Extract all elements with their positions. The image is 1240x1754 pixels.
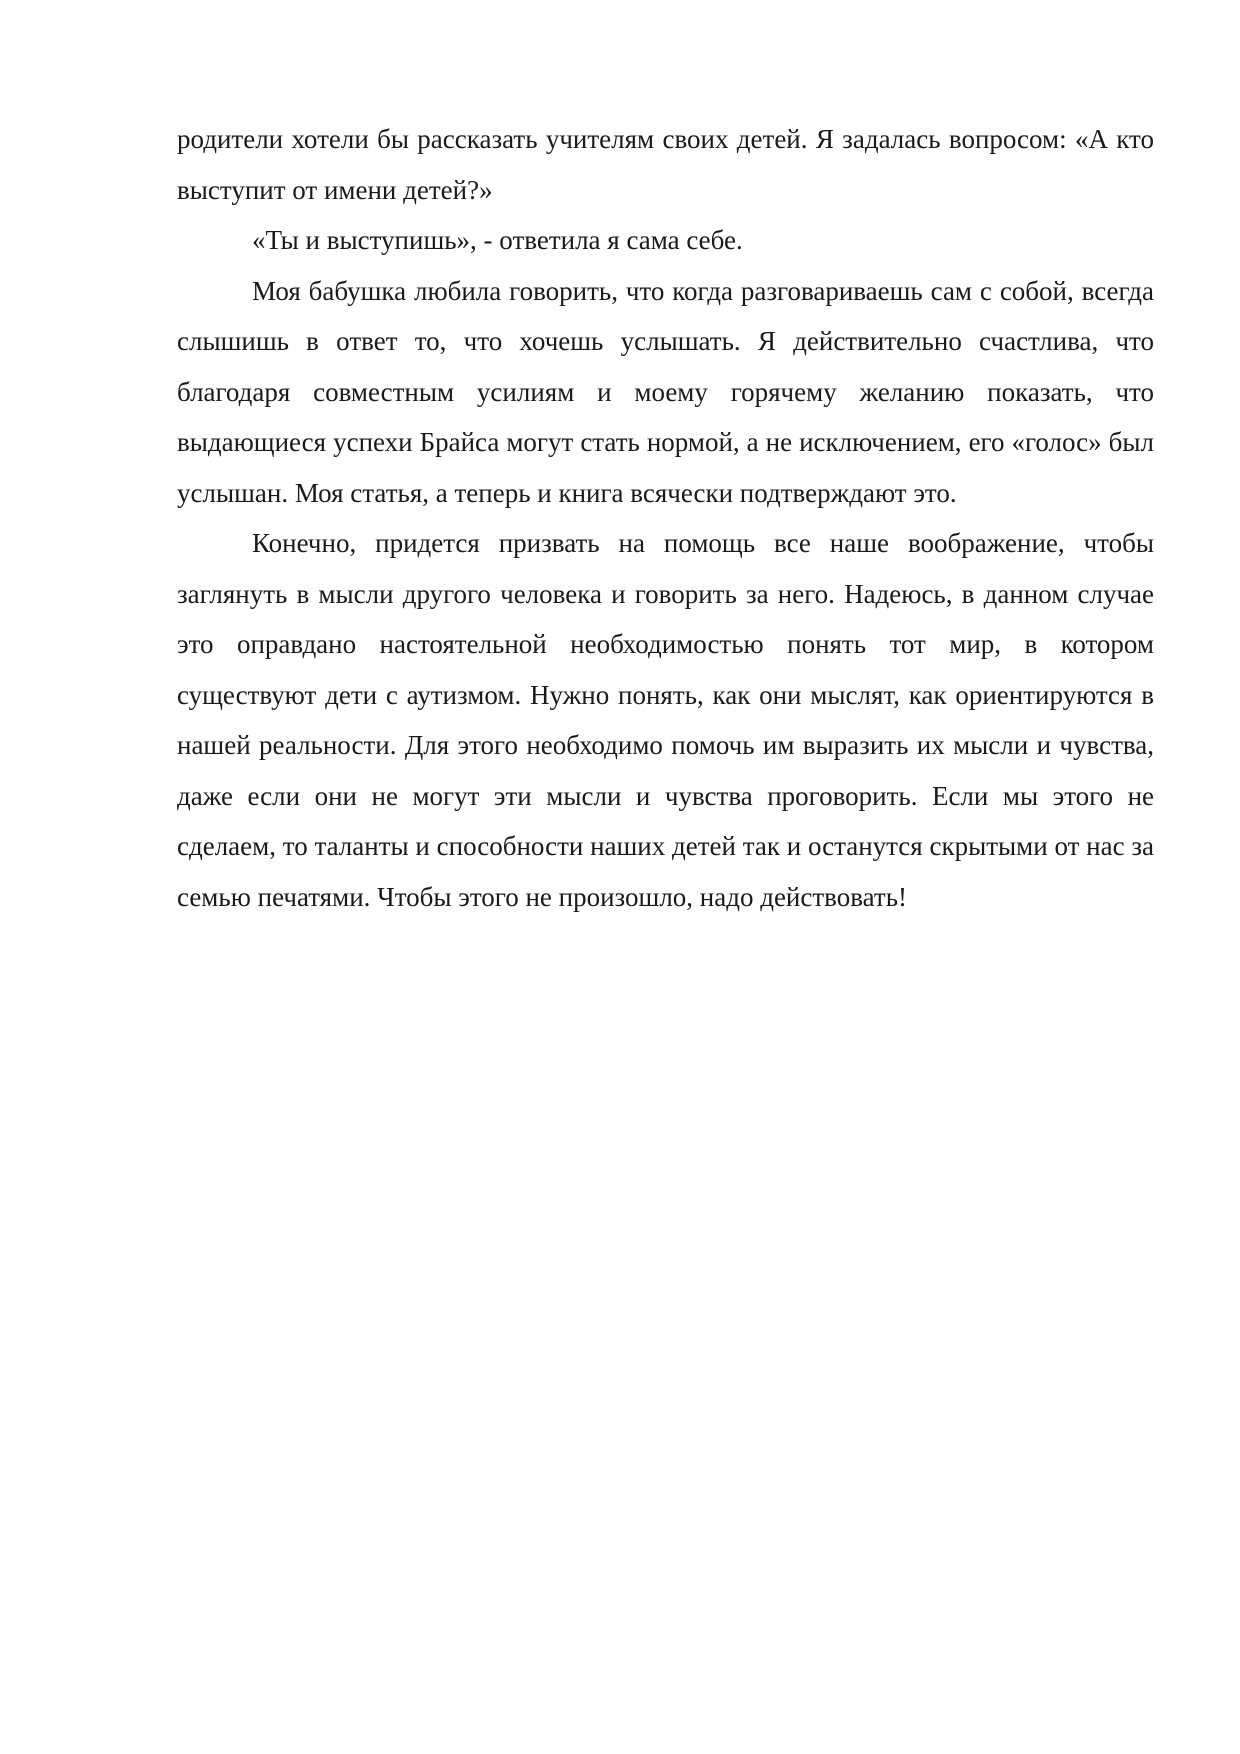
body-text (177, 114, 1154, 922)
paragraph-1: родители хотели бы рассказать учителям своих детей. Я задалась вопросом: «А кто выступит от имени детей?» (177, 124, 1154, 205)
paragraph-2: «Ты и выступишь», - ответила я сама себе. (252, 225, 743, 255)
paragraph-4: Конечно, придется призвать на помощь все наше воображение, чтобы заглянуть в мысли другого человека и говорить за него. Надеюсь, в данном случае это оправдано настоятельной необходимостью понять тот мир, в котором существуют дети с аутизмом. Нужно понять, как они мыслят, как ориентируются в нашей реальности. Для этого необходимо помочь им выразить их мысли и чувства, даже если они не могут эти мысли и чувства проговорить. Если мы этого не сделаем, то таланты и способности наших детей так и останутся скрытыми от нас за семью печатями. Чтобы этого не произошло, надо действовать! (177, 528, 1154, 912)
paragraph-3: Моя бабушка любила говорить, что когда разговариваешь сам с собой, всегда слышишь в ответ то, что хочешь услышать. Я действительно счастлива, что благодаря совместным усилиям и моему горячему желанию показать, что выдающиеся успехи Брайса могут стать нормой, а не исключением, его «голос» был услышан. Моя статья, а теперь и книга всячески подтверждают это. (177, 275, 1154, 508)
